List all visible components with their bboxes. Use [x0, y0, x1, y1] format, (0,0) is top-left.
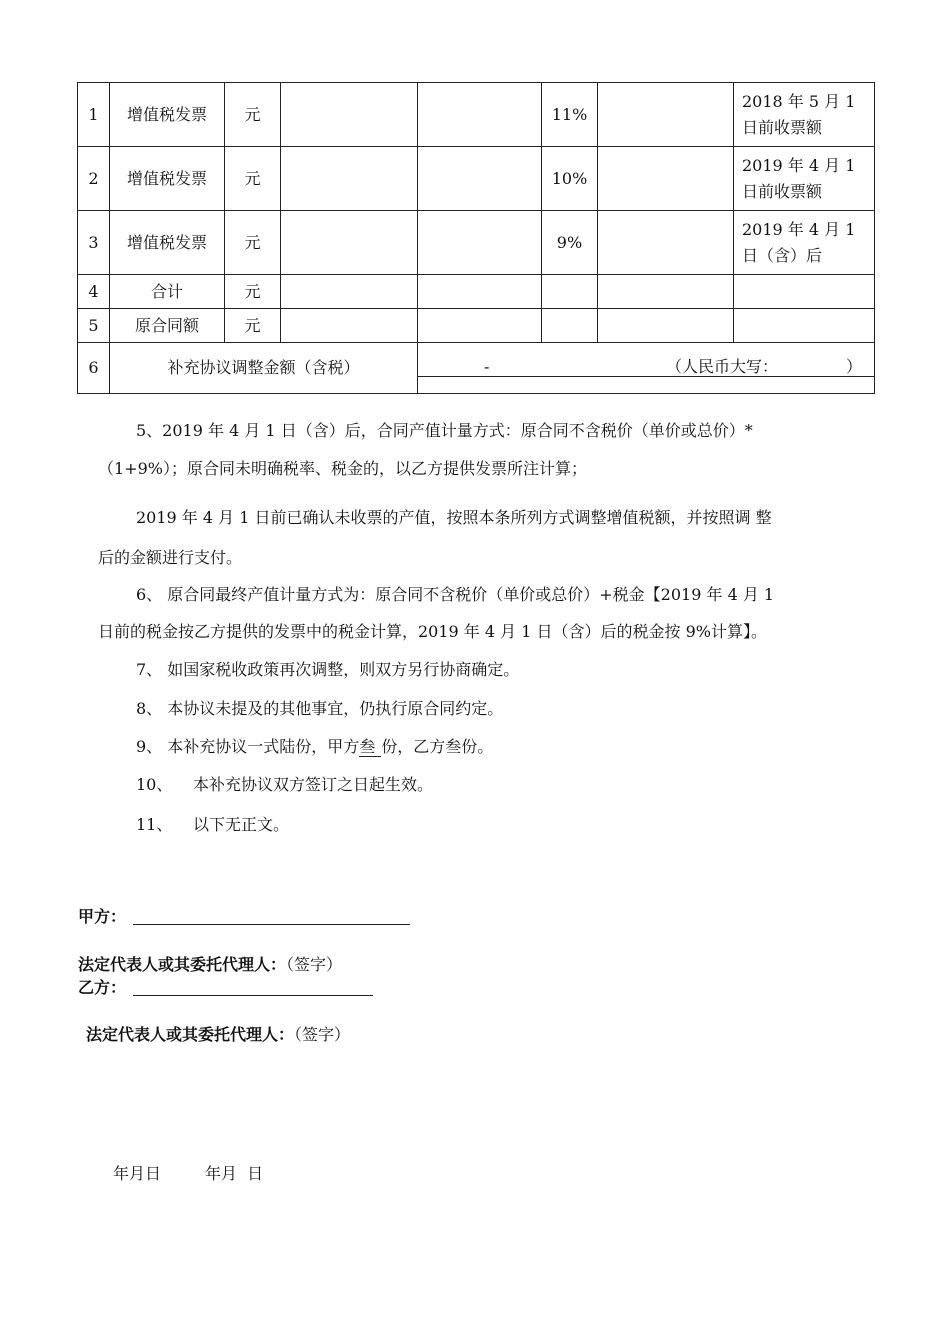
clause-8: 8、 本协议未提及的其他事宜，仍执行原合同约定。: [136, 699, 504, 718]
clause-11-number: 11、: [136, 815, 173, 834]
table-row-number: 6: [88, 358, 99, 377]
sign-note: （签字）: [294, 1025, 351, 1044]
table-tax-rate: 10%: [551, 168, 588, 188]
party-a-label: 甲方：: [78, 907, 127, 926]
table-col-rule: [597, 82, 598, 342]
clause-9-suffix: 份，乙方叁份。: [381, 737, 494, 756]
party-a-signature-line: [133, 924, 410, 925]
party-b-representative: [86, 1023, 350, 1047]
table-row-number: 4: [88, 281, 99, 301]
table-item-name: 增值税发票: [126, 168, 207, 188]
rmb-uppercase-label: （人民币大写：: [666, 357, 779, 376]
table-item-name: 增值税发票: [126, 104, 207, 124]
table-unit: 元: [244, 104, 261, 124]
clause-10-number: 10、: [136, 775, 173, 794]
table-note: 2019 年 4 月 1 日（含）后: [742, 219, 856, 265]
table-unit: 元: [244, 232, 261, 252]
table-unit: 元: [244, 281, 261, 301]
clause-5b-line-2: 后的金额进行支付。: [98, 548, 243, 567]
party-b-label: 乙方：: [78, 978, 127, 997]
party-a-date: 年月日: [113, 1164, 162, 1183]
table-item-name: 原合同额: [134, 315, 199, 335]
table-item-name: 增值税发票: [126, 232, 207, 252]
clause-6-line-1: 6、 原合同最终产值计量方式为：原合同不含税价（单价或总价）+税金【2019 年 4 月 1: [136, 585, 775, 604]
table-row-number: 1: [88, 104, 99, 124]
table-col-rule: [280, 82, 281, 342]
party-b-date: 年月 日: [205, 1164, 264, 1183]
table-item-name: 合计: [150, 281, 183, 301]
clause-11-text: 以下无正文。: [193, 815, 290, 834]
clause-10-text: 本补充协议双方签订之日起生效。: [193, 775, 434, 794]
clause-6-line-2: 日前的税金按乙方提供的发票中的税金计算，2019 年 4 月 1 日（含）后的税金按 9%计算】。: [98, 622, 767, 641]
representative-label: 法定代表人或其委托代理人：: [86, 1025, 295, 1044]
party-b-signature-line: [133, 995, 373, 996]
table-row-number: 3: [88, 232, 99, 252]
table-col-rule: [417, 82, 418, 394]
table-row-number: 5: [88, 315, 99, 335]
table-border-right: [874, 82, 875, 394]
clause-9-fill: 叁: [359, 737, 381, 757]
rmb-uppercase-close: ）: [846, 357, 863, 376]
table-note: 2018 年 5 月 1 日前收票额: [742, 91, 856, 137]
table-unit: 元: [244, 168, 261, 188]
sign-note: （签字）: [286, 955, 343, 974]
table-row-number: 2: [88, 168, 99, 188]
table-tax-rate: 9%: [556, 232, 583, 252]
table-border-bottom: [77, 393, 875, 394]
party-a-representative: [78, 953, 342, 977]
table-note: 2019 年 4 月 1 日前收票额: [742, 155, 856, 201]
clause-5-line-2: （1+9%）；原合同未明确税率、税金的，以乙方提供发票所注计算；: [98, 459, 587, 478]
clause-9-prefix: 9、 本补充协议一式陆份，甲方: [136, 737, 360, 756]
table-unit: 元: [244, 315, 261, 335]
summary-label: 补充协议调整金额（含税）: [167, 358, 360, 377]
clause-5b-line-1: 2019 年 4 月 1 日前已确认未收票的产值，按照本条所列方式调整增值税额，并按照调 整: [136, 508, 772, 527]
clause-7: 7、 如国家税收政策再次调整，则双方另行协商确定。: [136, 660, 520, 679]
representative-label: 法定代表人或其委托代理人：: [78, 955, 287, 974]
summary-dash: -: [484, 357, 490, 376]
clause-5-line-1: 5、2019 年 4 月 1 日（含）后，合同产值计量方式：原合同不含税价（单价或总价）*: [136, 421, 753, 440]
table-tax-rate: 11%: [551, 104, 588, 124]
clause-9: [136, 735, 493, 759]
